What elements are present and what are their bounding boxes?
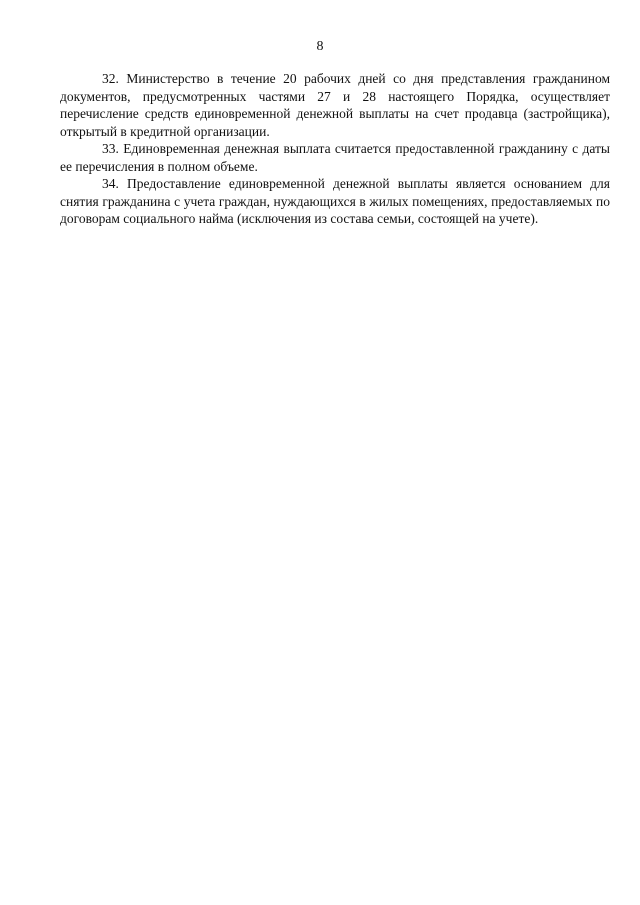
paragraph-33: 33. Единовременная денежная выплата считается предоставленной гражданину с даты ее перечисления в полном объеме.	[60, 141, 610, 174]
page-number: 8	[316, 39, 324, 54]
document-body	[60, 70, 610, 228]
paragraph-34: 34. Предоставление единовременной денежной выплаты является основанием для снятия гражданина с учета граждан, нуждающихся в жилых помещениях, предоставляемых по договорам социального найма (исключения из состава семьи, состоящей на учете).	[60, 176, 610, 226]
paragraph-32: 32. Министерство в течение 20 рабочих дней со дня представления гражданином документов, предусмотренных частями 27 и 28 настоящего Порядка, осуществляет перечисление средств единовременной денежной выплаты на счет продавца (застройщика), открытый в кредитной организации.	[60, 71, 610, 139]
